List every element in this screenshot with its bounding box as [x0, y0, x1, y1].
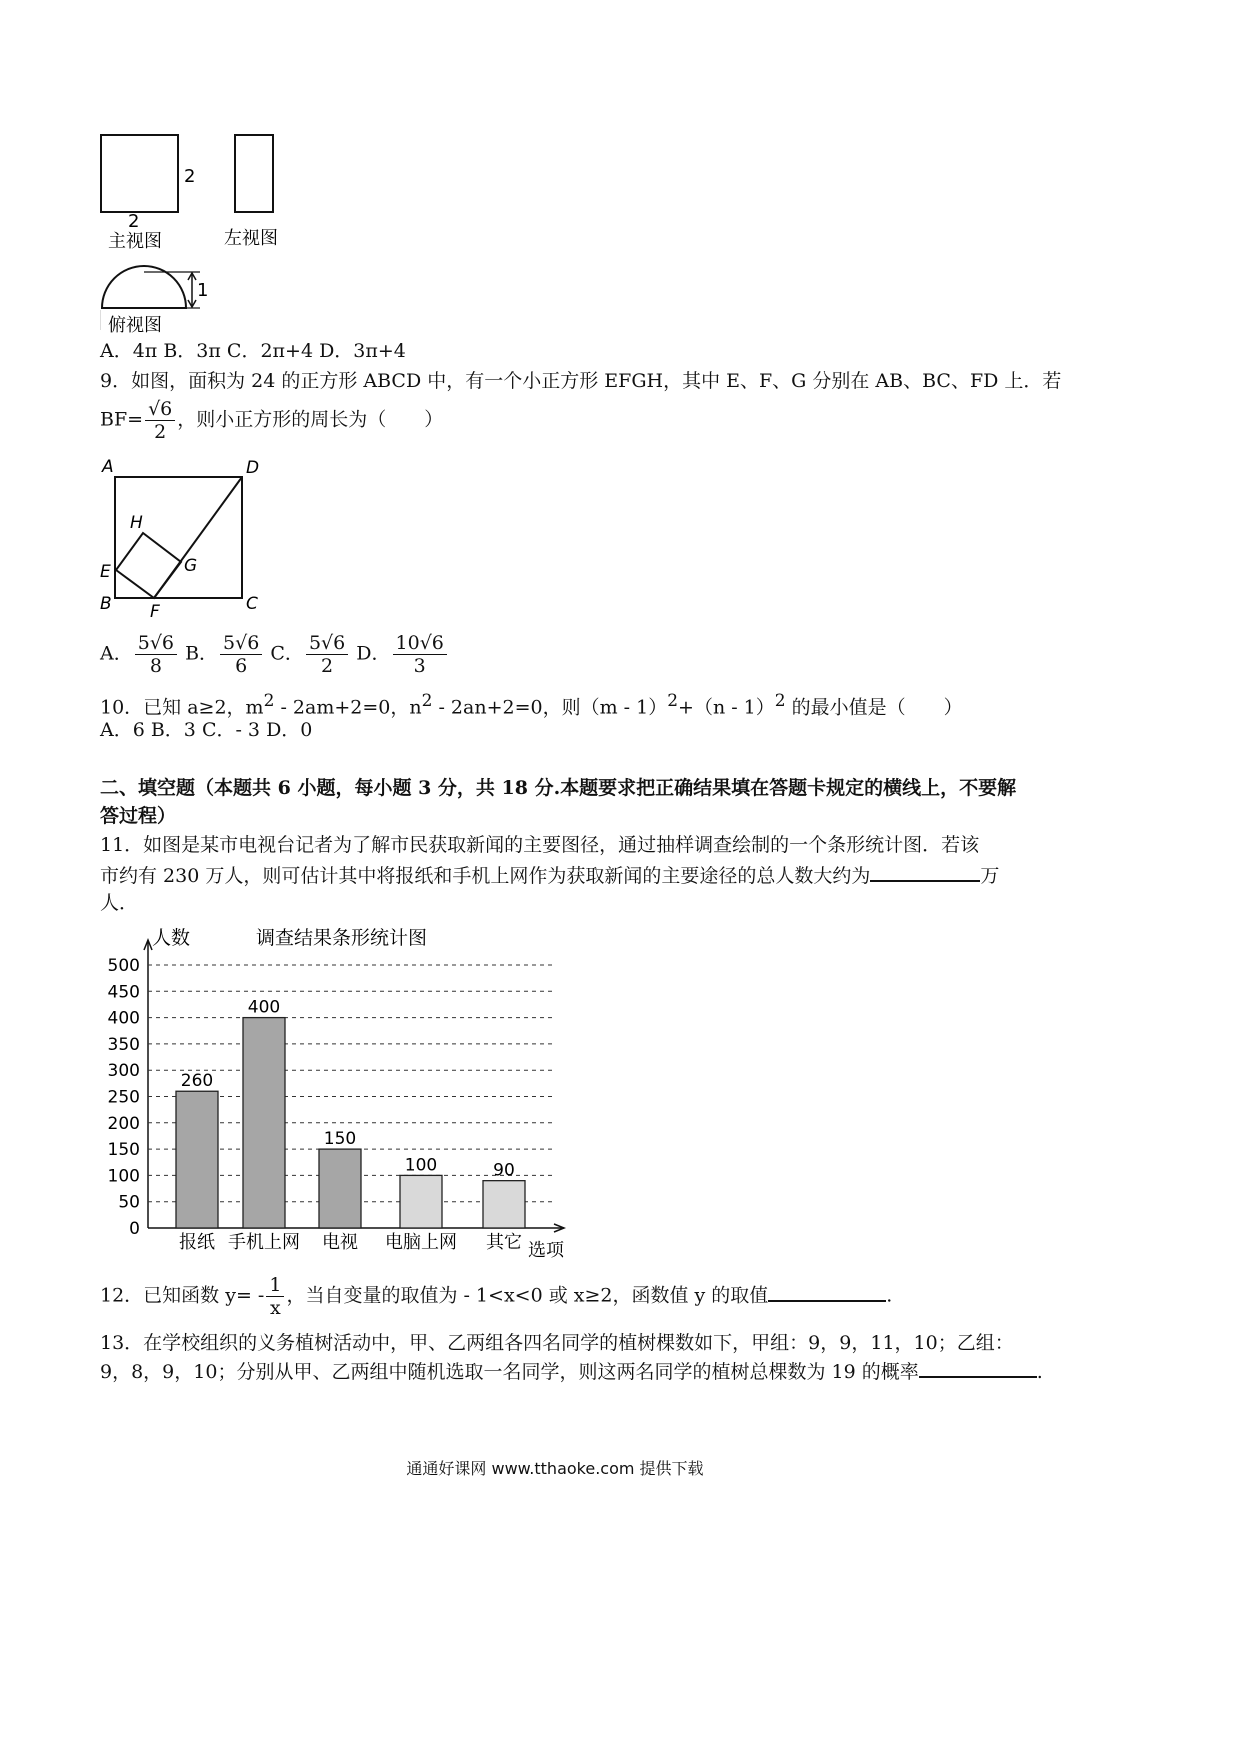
- y-tick-label: 200: [107, 1113, 140, 1134]
- section2-heading-line1: 二、填空题（本题共 6 小题，每小题 3 分，共 18 分.本题要求把正确结果填在答题卡规定的横线上，不要解: [100, 777, 1017, 799]
- bar-value-label: 400: [247, 997, 281, 1018]
- svg-text:H: H: [130, 513, 143, 533]
- front-side-dim: 2: [184, 166, 196, 187]
- q11-line3: 人．: [100, 892, 139, 914]
- category-label: 电视: [322, 1232, 358, 1253]
- svg-text:E: E: [100, 562, 111, 582]
- section2-heading-line2: 答过程）: [100, 805, 177, 827]
- option-a-fraction: $\frac{5√6}{8}$: [135, 632, 177, 677]
- q9-options: A． $\frac{5√6}{8}$ B． $\frac{5√6}{6}$ C． $\frac{5√6}{2}$ D． $\frac{10√6}{3}$: [100, 632, 449, 677]
- chart-xlabel: 选项: [528, 1240, 564, 1260]
- q10-options: A．6 B．3 C．- 3 D．0: [100, 719, 313, 741]
- front-bottom-dim: 2: [128, 211, 140, 232]
- left-view-label: 左视图: [224, 228, 278, 249]
- q13-line2: 9，8，9，10；分别从甲、乙两组中随机选取一名同学，则这两名同学的植树总棵数为 19 的概率 .: [100, 1358, 1043, 1385]
- q9-question: ，则小正方形的周长为（ ）: [177, 408, 444, 431]
- bf-prefix: BF=: [100, 408, 144, 431]
- three-view-figure: [100, 120, 340, 350]
- y-tick-label: 450: [107, 982, 140, 1003]
- q13-line1: 13．在学校组织的义务植树活动中，甲、乙两组各四名同学的植树棵数如下，甲组：9，9，11，10；乙组：: [100, 1332, 1014, 1354]
- option-b-fraction: $\frac{5√6}{6}$: [220, 632, 262, 677]
- q12-stem: 12．已知函数 y= - $\frac{1}{x}$ ，当自变量的取值为 - 1<x<0 或 x≥2，函数值 y 的取值 .: [100, 1274, 893, 1319]
- q12-fraction: $\frac{1}{x}$: [266, 1274, 284, 1319]
- top-view-label: 俯视图: [108, 315, 162, 336]
- y-tick-label: 350: [107, 1034, 140, 1055]
- y-tick-label: 300: [107, 1061, 140, 1082]
- chart-title: 调查结果条形统计图: [256, 927, 428, 949]
- svg-text:D: D: [246, 458, 260, 478]
- q11-line1: 11．如图是某市电视台记者为了解市民获取新闻的主要图径，通过抽样调查绘制的一个条形统计图．若该: [100, 834, 980, 856]
- bar-chart: [96, 920, 586, 1260]
- bar-value-label: 90: [493, 1160, 515, 1181]
- y-tick-label: 500: [107, 956, 140, 976]
- option-c-fraction: $\frac{5√6}{2}$: [306, 632, 348, 677]
- bar-4: [400, 1175, 442, 1228]
- bar-value-label: 260: [180, 1071, 214, 1092]
- page-footer: 通通好课网 www.tthaoke.com 提供下载: [406, 1459, 704, 1478]
- top-height-dim: 1: [197, 280, 209, 301]
- y-tick-label: 50: [118, 1192, 140, 1213]
- q11-answer-blank: [870, 862, 980, 882]
- bar-3: [319, 1149, 361, 1228]
- q10-stem: 10．已知 a≥2，$m^2 - 2am+2=0$，$n^2 - 2an+2=0$，则（m - 1）$^2$+（n - 1）$^2$ 的最小值是（ ）: [100, 691, 963, 719]
- category-label: 电脑上网: [385, 1232, 457, 1253]
- bar-2: [243, 1018, 285, 1228]
- y-tick-label: 0: [129, 1219, 140, 1239]
- chart-ylabel: 人数: [152, 927, 191, 949]
- bar-value-label: 100: [404, 1155, 438, 1176]
- y-tick-label: 400: [107, 1008, 140, 1029]
- category-label: 其它: [486, 1232, 522, 1253]
- left-view-rect: [235, 135, 273, 212]
- bf-fraction: $\frac{√6}{2}$: [145, 398, 175, 443]
- svg-text:F: F: [150, 602, 160, 620]
- front-view-label: 主视图: [108, 231, 162, 252]
- q12-answer-blank: [768, 1282, 886, 1302]
- option-d-fraction: $\frac{10√6}{3}$: [393, 632, 447, 677]
- q9-stem-line1: 9．如图，面积为 24 的正方形 ABCD 中，有一个小正方形 EFGH，其中 E、F、G 分别在 AB、BC、FD 上．若: [100, 370, 1062, 392]
- q11-line2: 市约有 230 万人，则可估计其中将报纸和手机上网作为获取新闻的主要途径的总人数大约为 万: [100, 862, 999, 889]
- svg-text:G: G: [184, 556, 198, 576]
- category-label: 报纸: [179, 1232, 215, 1253]
- q8-options: A．4π B．3π C．2π+4 D．3π+4: [100, 340, 406, 362]
- q9-geometry-figure: [96, 455, 276, 620]
- q9-stem-line2: [100, 398, 443, 443]
- bar-1: [176, 1091, 218, 1228]
- front-view-square: [101, 135, 178, 212]
- y-tick-label: 150: [107, 1140, 140, 1161]
- bar-value-label: 150: [323, 1129, 357, 1150]
- y-tick-label: 250: [107, 1087, 140, 1108]
- svg-text:C: C: [246, 594, 258, 614]
- svg-text:A: A: [102, 457, 114, 477]
- y-tick-label: 100: [107, 1166, 140, 1187]
- square-efgh: [116, 533, 181, 598]
- q13-answer-blank: [919, 1358, 1037, 1378]
- category-label: 手机上网: [228, 1232, 300, 1253]
- square-abcd: [115, 477, 242, 598]
- svg-text:B: B: [100, 594, 112, 614]
- bar-5: [483, 1181, 525, 1228]
